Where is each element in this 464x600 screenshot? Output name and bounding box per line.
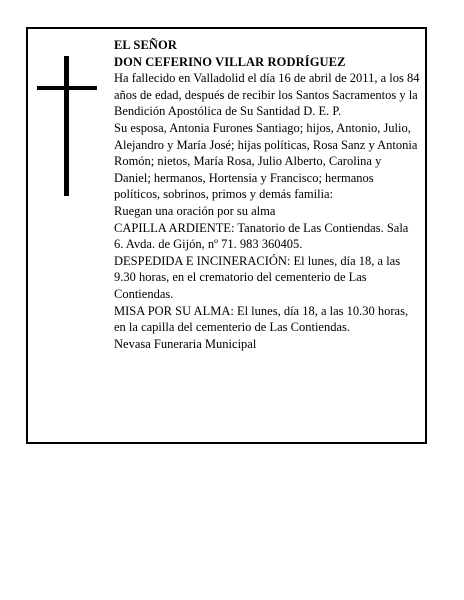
death-announcement: Ha fallecido en Valladolid el día 16 de abril de 2011, a los 84 años de edad, después de recibir los Santos Sacramentos y la Bendición Apostólica de Su Santidad D. E. P. — [114, 71, 420, 119]
notice-title-line-1: EL SEÑOR — [114, 38, 177, 52]
deceased-name: DON CEFERINO VILLAR RODRÍGUEZ — [114, 54, 346, 69]
funeral-home-name: Nevasa Funeraria Municipal — [114, 336, 257, 351]
mass-info: MISA POR SU ALMA: El lunes, día 18, a las 10.30 horas, en la capilla del cementerio de Las Contiendas. — [114, 303, 409, 335]
cremation-info: DESPEDIDA E INCINERACIÓN: El lunes, día 18, a las 9.30 horas, en el crematorio del cementerio de Las Contiendas. — [114, 253, 401, 301]
funeral-chapel-info: CAPILLA ARDIENTE: Tanatorio de Las Contiendas. Sala 6. Avda. de Gijón, nº 71. 983 360405. — [114, 220, 409, 252]
cross-vertical-bar — [64, 56, 69, 196]
family-list: Su esposa, Antonia Furones Santiago; hijos, Antonio, Julio, Alejandro y María José; hijas políticas, Rosa Sanz y Antonia Romón; nietos, María Rosa, Julio Alberto, Carolina y Daniel; hermanos, Hortensia y Francisco; hermanos políticos, sobrinos, primos y demás familia: — [114, 120, 418, 202]
prayer-request: Ruegan una oración por su alma — [114, 203, 276, 218]
obituary-text — [114, 37, 420, 352]
cross-icon — [37, 56, 97, 196]
cross-horizontal-bar — [37, 86, 97, 90]
